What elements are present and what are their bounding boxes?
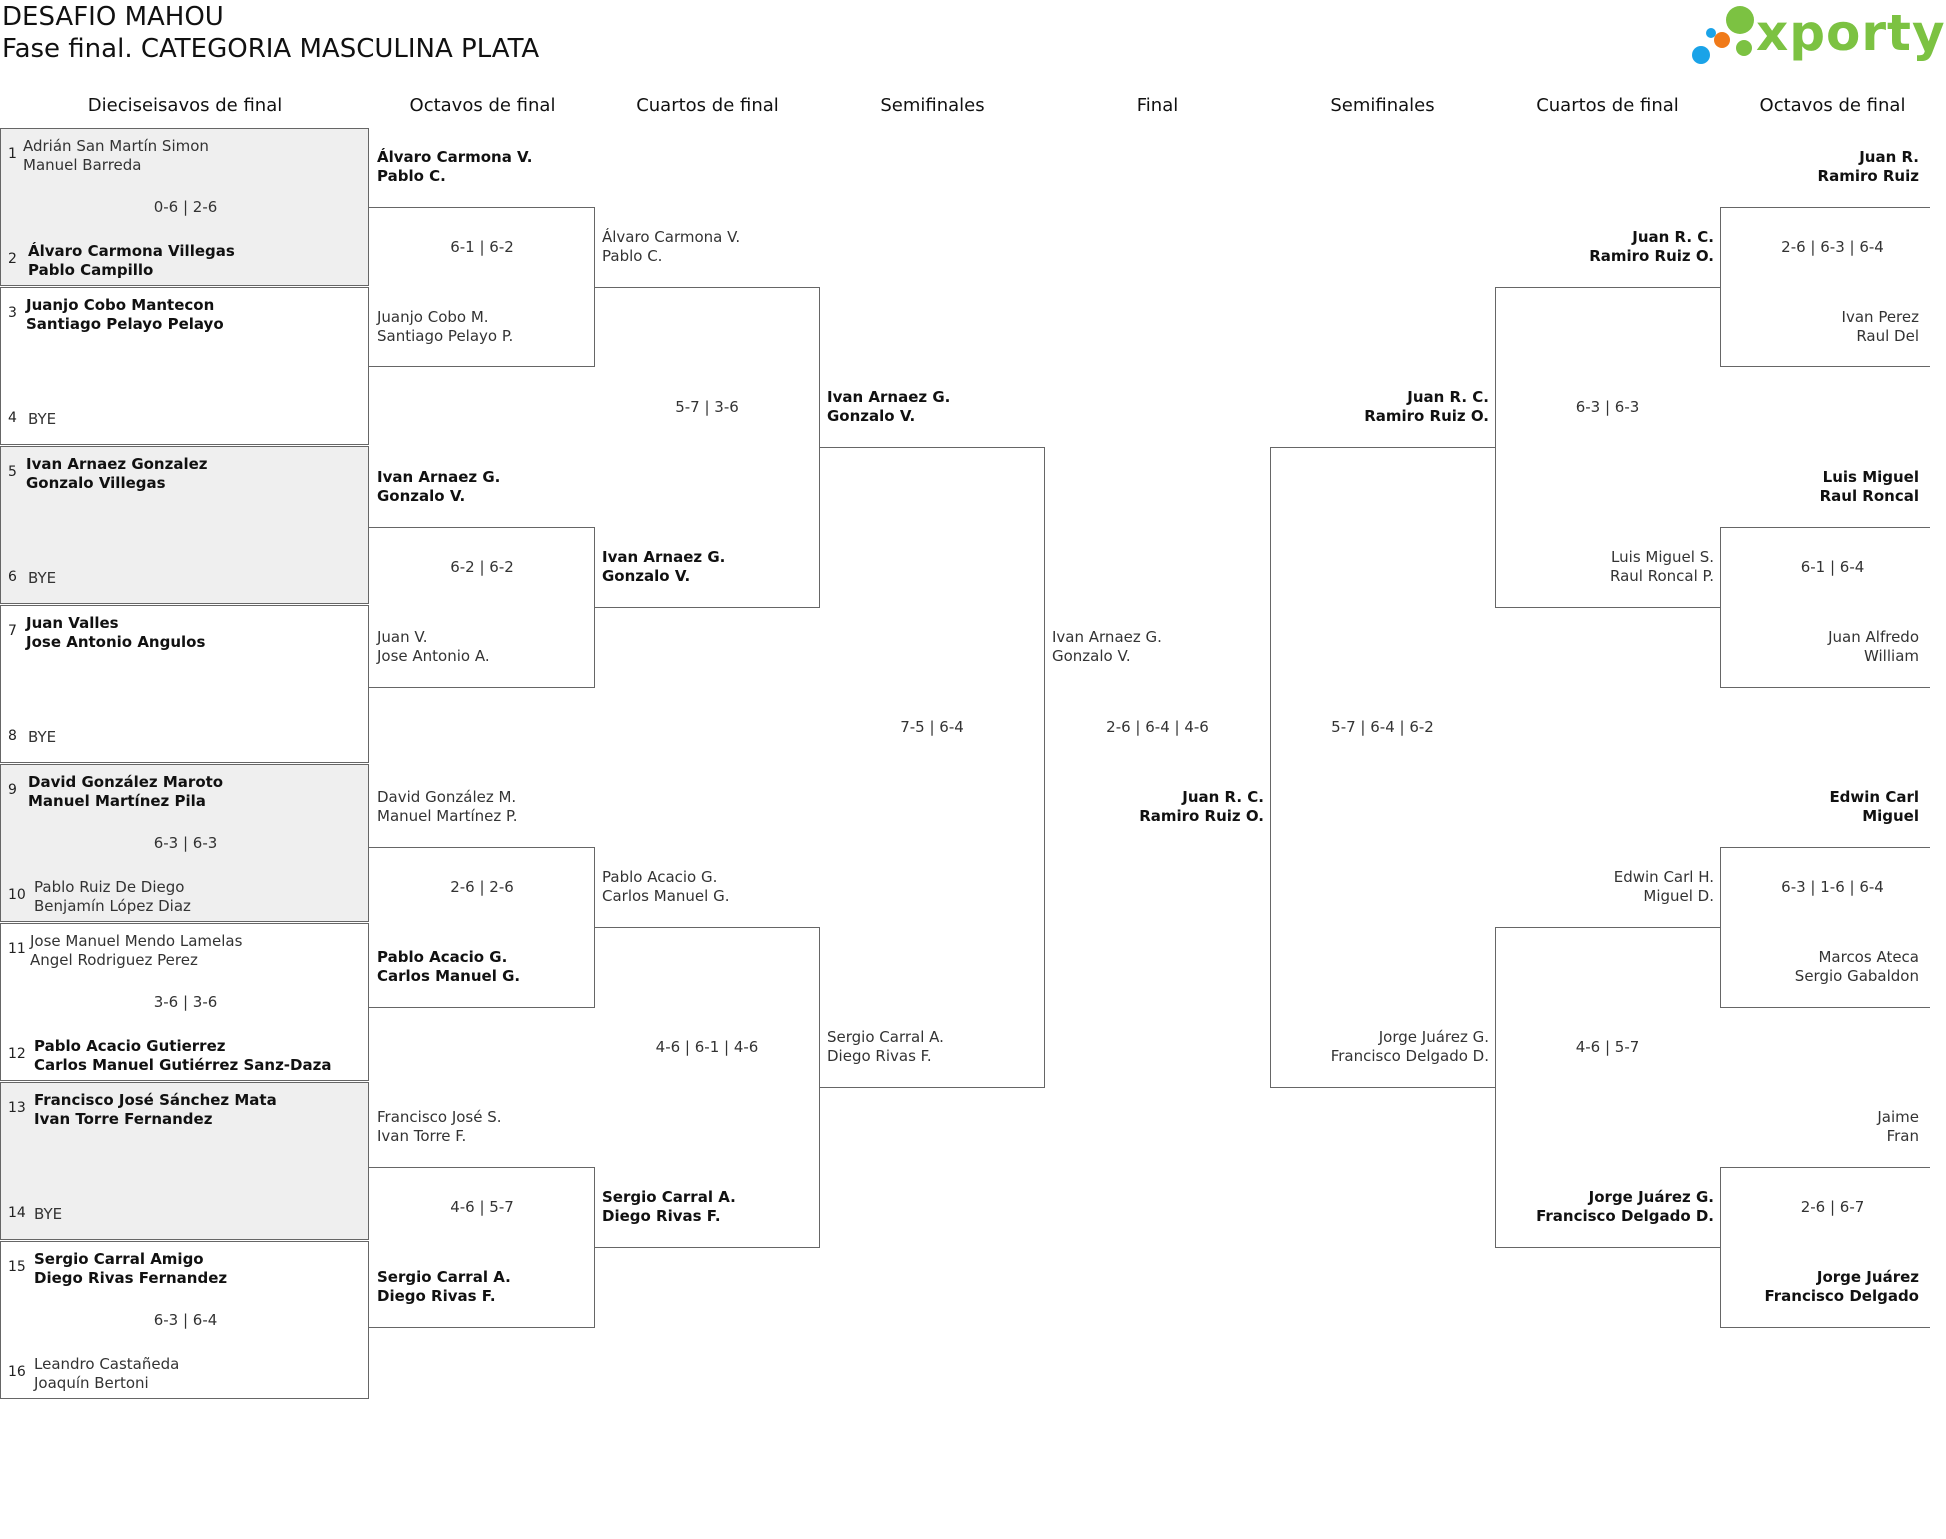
player-name: Joaquín Bertoni: [34, 1374, 149, 1392]
seed-number: 15: [8, 1259, 26, 1275]
team-name: Sergio Carral A.: [602, 1188, 736, 1206]
team-name: Juanjo Cobo M.: [377, 308, 489, 326]
xporty-logo[interactable]: [1688, 2, 1946, 68]
team-name: Diego Rivas F.: [827, 1047, 932, 1065]
r32-match-8: [0, 1241, 369, 1399]
seed-number: 1: [8, 146, 17, 162]
match-score: 2-6 | 6-3 | 6-4: [1781, 238, 1884, 256]
team-name: Edwin Carl H.: [1613, 868, 1714, 886]
team-name: Álvaro Carmona V.: [602, 228, 741, 246]
player-name: Ivan Arnaez Gonzalez: [26, 455, 208, 473]
team-name: Pablo C.: [602, 247, 663, 265]
player-name: Manuel Martínez Pila: [28, 792, 206, 810]
team-name: Gonzalo V.: [827, 407, 916, 425]
team-name: Jorge Juárez: [1816, 1268, 1919, 1286]
seed-number: 12: [8, 1046, 26, 1062]
match-score: 3-6 | 3-6: [153, 993, 218, 1011]
match-score: 4-6 | 5-7: [450, 1198, 514, 1216]
round-header-r16-right: Octavos de final: [1759, 95, 1906, 116]
team-name: Ivan Arnaez G.: [377, 468, 501, 486]
team-name: Francisco José S.: [377, 1108, 502, 1126]
team-name: Pablo Acacio G.: [377, 948, 508, 966]
player-name: Jose Antonio Angulos: [26, 633, 206, 651]
team-name: Gonzalo V.: [1052, 647, 1131, 665]
team-name: Diego Rivas F.: [377, 1287, 496, 1305]
team-name: Ramiro Ruiz O.: [1139, 807, 1264, 825]
player-name: Manuel Barreda: [23, 156, 142, 174]
team-name: Gonzalo V.: [377, 487, 466, 505]
team-name: Juan R. C.: [1407, 388, 1489, 406]
team-name: Francisco Delgado D.: [1536, 1207, 1714, 1225]
player-name: Pablo Campillo: [28, 261, 154, 279]
r32-match-4: [0, 605, 369, 763]
team-name: Edwin Carl: [1829, 788, 1919, 806]
team-name: Miguel: [1862, 807, 1919, 825]
seed-number: 10: [8, 887, 26, 903]
final-score: 2-6 | 6-4 | 4-6: [1106, 718, 1209, 736]
team-name: Juan R. C.: [1182, 788, 1264, 806]
player-name: Francisco José Sánchez Mata: [34, 1091, 277, 1109]
team-name: Miguel D.: [1643, 887, 1714, 905]
seed-number: 8: [8, 728, 17, 744]
team-name: Sergio Gabaldon: [1794, 967, 1919, 985]
round-header-qf-right: Cuartos de final: [1536, 95, 1679, 116]
player-name: Santiago Pelayo Pelayo: [26, 315, 224, 333]
match-score: 6-1 | 6-4: [1800, 558, 1865, 576]
seed-number: 13: [8, 1100, 26, 1116]
player-name: Juan Valles: [26, 614, 119, 632]
team-name: Pablo Acacio G.: [602, 868, 718, 886]
r32-match-5: [0, 764, 369, 922]
team-name: Raul Del: [1856, 327, 1919, 345]
match-score: 6-3 | 6-4: [153, 1311, 218, 1329]
team-name: Jorge Juárez G.: [1588, 1188, 1714, 1206]
round-header-qf: Cuartos de final: [636, 95, 779, 116]
player-name: Adrián San Martín Simon: [23, 137, 209, 155]
round-header-sf: Semifinales: [880, 95, 985, 116]
team-name: Ivan Arnaez G.: [827, 388, 951, 406]
team-name: Luis Miguel S.: [1611, 548, 1714, 566]
team-name: Jaime: [1877, 1108, 1919, 1126]
team-name: Sergio Carral A.: [827, 1028, 944, 1046]
match-score: 5-7 | 6-4 | 6-2: [1331, 718, 1434, 736]
player-name: Benjamín López Diaz: [34, 897, 191, 915]
logo-dot-green-small-icon: [1736, 40, 1752, 56]
logo-dot-blue-icon: [1692, 46, 1710, 64]
team-name: Fran: [1886, 1127, 1919, 1145]
team-name: Ramiro Ruiz: [1817, 167, 1919, 185]
team-name: Raul Roncal P.: [1609, 567, 1714, 585]
player-name: Pablo Ruiz De Diego: [34, 878, 185, 896]
team-name: Juan R.: [1859, 148, 1919, 166]
team-name: Juan V.: [377, 628, 428, 646]
team-name: Marcos Ateca: [1818, 948, 1919, 966]
player-name: BYE: [28, 569, 57, 587]
r32-match-6: [0, 923, 369, 1081]
match-score: 6-3 | 6-3: [1575, 398, 1640, 416]
round-header-r16: Octavos de final: [409, 95, 556, 116]
match-score: 5-7 | 3-6: [675, 398, 739, 416]
page-title: DESAFIO MAHOU: [2, 2, 224, 32]
team-name: William: [1864, 647, 1919, 665]
seed-number: 7: [8, 623, 17, 639]
player-name: Carlos Manuel Gutiérrez Sanz-Daza: [34, 1056, 332, 1074]
team-name: Juan Alfredo: [1828, 628, 1919, 646]
team-name: Manuel Martínez P.: [377, 807, 518, 825]
r32-match-1: [0, 128, 369, 286]
player-name: Diego Rivas Fernandez: [34, 1269, 228, 1287]
team-name: Sergio Carral A.: [377, 1268, 511, 1286]
r32-match-2: [0, 287, 369, 445]
seed-number: 2: [8, 251, 17, 267]
seed-number: 5: [8, 464, 17, 480]
team-name: Diego Rivas F.: [602, 1207, 721, 1225]
match-score: 4-6 | 5-7: [1575, 1038, 1640, 1056]
team-name: Raul Roncal: [1819, 487, 1919, 505]
team-name: Ivan Torre F.: [377, 1127, 467, 1145]
seed-number: 9: [8, 782, 17, 798]
round-header-r32: Dieciseisavos de final: [87, 95, 283, 116]
player-name: BYE: [28, 410, 57, 428]
seed-number: 16: [8, 1364, 26, 1380]
r32-match-3: [0, 446, 369, 604]
team-name: Álvaro Carmona V.: [377, 148, 533, 166]
team-name: Juan R. C.: [1632, 228, 1714, 246]
team-name: David González M.: [377, 788, 517, 806]
player-name: Juanjo Cobo Mantecon: [26, 296, 215, 314]
seed-number: 3: [8, 305, 17, 321]
match-score: 6-3 | 6-3: [153, 834, 218, 852]
page-subtitle: Fase final. CATEGORIA MASCULINA PLATA: [2, 34, 540, 64]
team-name: Jorge Juárez G.: [1378, 1028, 1489, 1046]
match-score: 7-5 | 6-4: [900, 718, 964, 736]
round-header-final: Final: [1136, 95, 1179, 116]
team-name: Carlos Manuel G.: [377, 967, 521, 985]
team-name: Jose Antonio A.: [377, 647, 490, 665]
match-score: 6-2 | 6-2: [450, 558, 514, 576]
team-name: Ivan Arnaez G.: [1052, 628, 1162, 646]
player-name: David González Maroto: [28, 773, 224, 791]
seed-number: 6: [8, 569, 17, 585]
player-name: Leandro Castañeda: [34, 1355, 180, 1373]
match-score: 6-1 | 6-2: [450, 238, 514, 256]
logo-dot-blue-small-icon: [1706, 28, 1716, 38]
team-name: Gonzalo V.: [602, 567, 691, 585]
logo-dot-green-icon: [1726, 6, 1754, 34]
player-name: Pablo Acacio Gutierrez: [34, 1037, 226, 1055]
player-name: Ivan Torre Fernandez: [34, 1110, 213, 1128]
round-header-sf-right: Semifinales: [1330, 95, 1435, 116]
team-name: Ivan Perez: [1841, 308, 1919, 326]
team-name: Pablo C.: [377, 167, 446, 185]
sf-bracket-left: [819, 447, 1045, 1088]
player-name: BYE: [28, 728, 57, 746]
seed-number: 14: [8, 1205, 26, 1221]
match-score: 6-3 | 1-6 | 6-4: [1781, 878, 1884, 896]
logo-dot-orange-icon: [1714, 32, 1730, 48]
match-score: 0-6 | 2-6: [153, 198, 218, 216]
team-name: Carlos Manuel G.: [602, 887, 730, 905]
r32-match-7: [0, 1082, 369, 1240]
match-score: 4-6 | 6-1 | 4-6: [655, 1038, 759, 1056]
player-name: Gonzalo Villegas: [26, 474, 166, 492]
team-name: Francisco Delgado D.: [1330, 1047, 1489, 1065]
player-name: Jose Manuel Mendo Lamelas: [30, 932, 243, 950]
match-score: 2-6 | 2-6: [450, 878, 514, 896]
seed-number: 4: [8, 410, 17, 426]
match-score: 2-6 | 6-7: [1800, 1198, 1865, 1216]
player-name: Angel Rodriguez Perez: [30, 951, 198, 969]
player-name: Sergio Carral Amigo: [34, 1250, 204, 1268]
sf-bracket-right: [1270, 447, 1496, 1088]
team-name: Francisco Delgado: [1764, 1287, 1919, 1305]
team-name: Santiago Pelayo P.: [377, 327, 514, 345]
team-name: Ivan Arnaez G.: [602, 548, 726, 566]
team-name: Ramiro Ruiz O.: [1364, 407, 1489, 425]
player-name: Álvaro Carmona Villegas: [28, 242, 235, 260]
seed-number: 11: [8, 941, 26, 957]
player-name: BYE: [34, 1205, 63, 1223]
logo-text: xporty: [1756, 4, 1946, 62]
team-name: Luis Miguel: [1822, 468, 1919, 486]
team-name: Ramiro Ruiz O.: [1589, 247, 1714, 265]
